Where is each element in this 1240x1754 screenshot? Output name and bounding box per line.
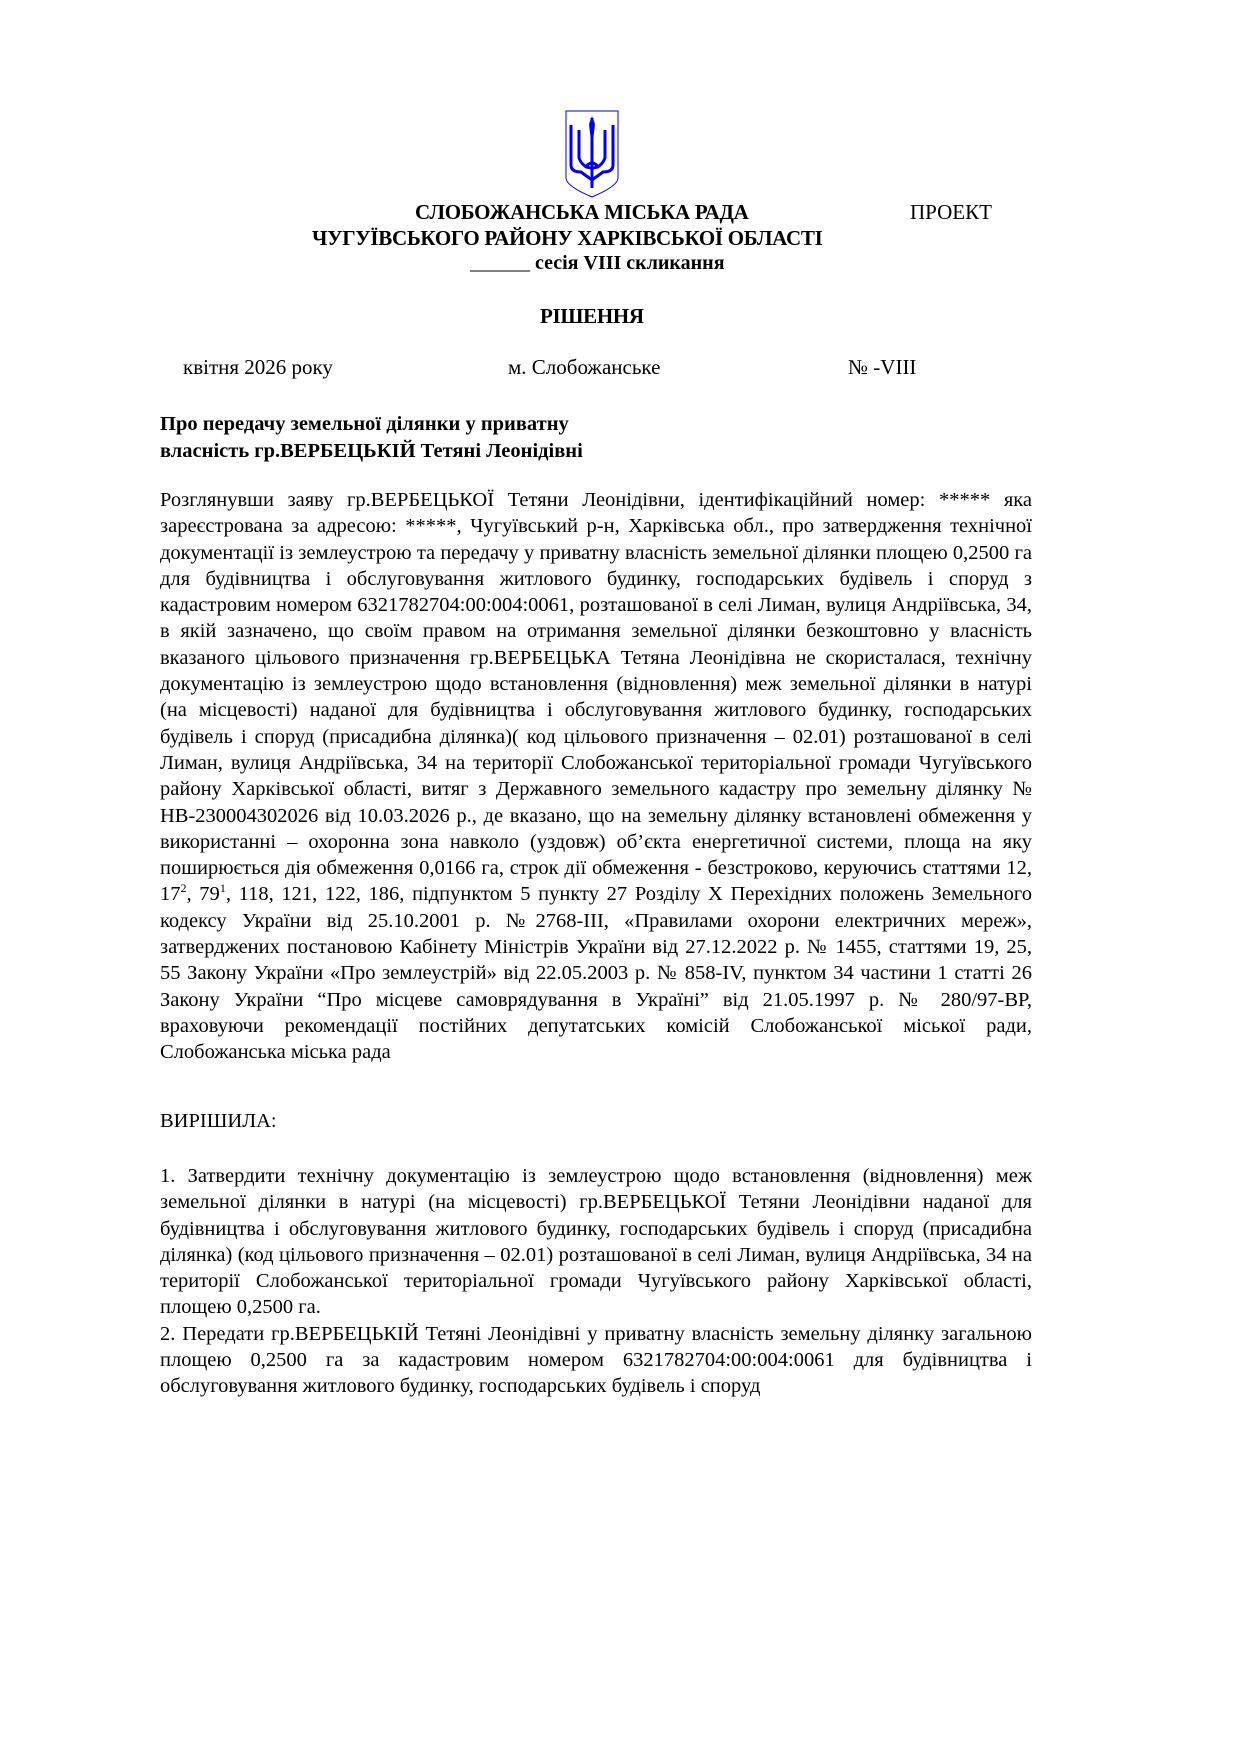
subject-line-2: власність гр.ВЕРБЕЦЬКІЙ Тетяні Леонідівні [160, 440, 583, 462]
decided-heading: ВИРІШИЛА: [160, 1110, 277, 1132]
coat-of-arms-icon [563, 110, 621, 198]
decision-city: м. Слобожанське [508, 355, 661, 379]
preamble-text-2: , 79 [186, 883, 220, 906]
decision-number: № -VIII [848, 355, 917, 379]
decision-subject [160, 411, 583, 465]
session-label: сесія VIII скликання [535, 252, 725, 274]
decision-items [160, 1163, 1032, 1400]
decision-item-2: 2. Передати гр.ВЕРБЕЦЬКІЙ Тетяні Леонідівні у приватну власність земельну ділянку загальною площею 0,2500 га за кадастровим номером 6321782704:00:004:0061 для будівництва і обслуговування житлового будинку, господарських будівель і споруд [160, 1322, 1032, 1398]
decision-item-1: 1. Затвердити технічну документацію із землеустрою щодо встановлення (відновлення) меж земельної ділянки в натурі (на місцевості) гр.ВЕРБЕЦЬКОЇ Тетяни Леонідівни наданої для будівництва і обслуговування житлового будинку, господарських будівель і споруд (присадибна ділянка) (код цільового призначення – 02.01) розташованої в селі Лиман, вулиця Андріївська, 34 на території Слобожанської територіальної громади Чугуївського району Харківської області, площею 0,2500 га. [160, 1165, 1032, 1319]
session-line [470, 252, 725, 275]
preamble-text-1: Розглянувши заяву гр.ВЕРБЕЦЬКОЇ Тетяни Леонідівни, ідентифікаційний номер: ***** яка зареєстрована за адресою: *****, Чугуївський р-н, Харківська обл., про затвердження технічної документації із землеустрою та передачу у приватну власність земельної ділянки площею 0,2500 га для будівництва і обслуговування житлового будинку, господарських будівель і споруд з кадастровим номером 6321782704:00:004:0061, розташованої в селі Лиман, вулиця Андріївська, 34, в якій зазначено, що своїм правом на отримання земельної ділянки безкоштовно у власність вказаного цільового призначення гр.ВЕРБЕЦЬКА Тетяна Леонідівна не скористалася, технічну документацію із землеустрою щодо встановлення (відновлення) меж земельної ділянки в натурі (на місцевості) наданої для будівництва і обслуговування житлового будинку, господарських будівель і споруд (присадибна ділянка)( код цільового призначення – 02.01) розташованої в селі Лиман, вулиця Андріївська, 34 на території Слобожанської територіальної громади Чугуївського району Харківської області, витяг з Державного земельного кадастру про земельну ділянку № НВ-230004302026 від 10.03.2026 р., де вказано, що на земельну ділянку встановлені обмеження у використанні – охоронна зона навколо (уздовж) об’єкта енергетичної системи, площа на яку поширюється дія обмеження 0,0166 га, строк дії обмеження - безстроково, керуючись статтями 12, 17 [160, 489, 1032, 906]
superscript: 2 [180, 881, 187, 896]
council-name: СЛОБОЖАНСЬКА МІСЬКА РАДА [415, 200, 749, 224]
preamble-paragraph [160, 487, 1032, 1066]
district-name: ЧУГУЇВСЬКОГО РАЙОНУ ХАРКІВСЬКОЇ ОБЛАСТІ [312, 226, 823, 250]
decision-date: квітня 2026 року [183, 355, 333, 379]
document-type: РІШЕННЯ [540, 304, 644, 328]
draft-mark: ПРОЕКТ [910, 200, 992, 224]
preamble-text-3: , 118, 121, 122, 186, підпунктом 5 пункту 27 Розділу Х Перехідних положень Земельного кодексу України від 25.10.2001 р. №2768-ІІІ, «Правилами охорони електричних мереж», затверджених постановою Кабінету Міністрів України від 27.12.2022 р. № 1455, статтями 19, 25, 55 Закону України «Про землеустрій» від 22.05.2003 р. № 858-IV, пунктом 34 частини 1 статті 26 Закону України “Про місцеве самоврядування в Україні” від 21.05.1997 р. № 280/97-ВР, враховуючи рекомендації постійних депутатських комісій Слобожанської міської ради, Слобожанська міська рада [160, 883, 1032, 1064]
session-number-blank: ______ [470, 252, 530, 274]
superscript: 1 [219, 881, 226, 896]
subject-line-1: Про передачу земельної ділянки у приватну [160, 413, 569, 435]
